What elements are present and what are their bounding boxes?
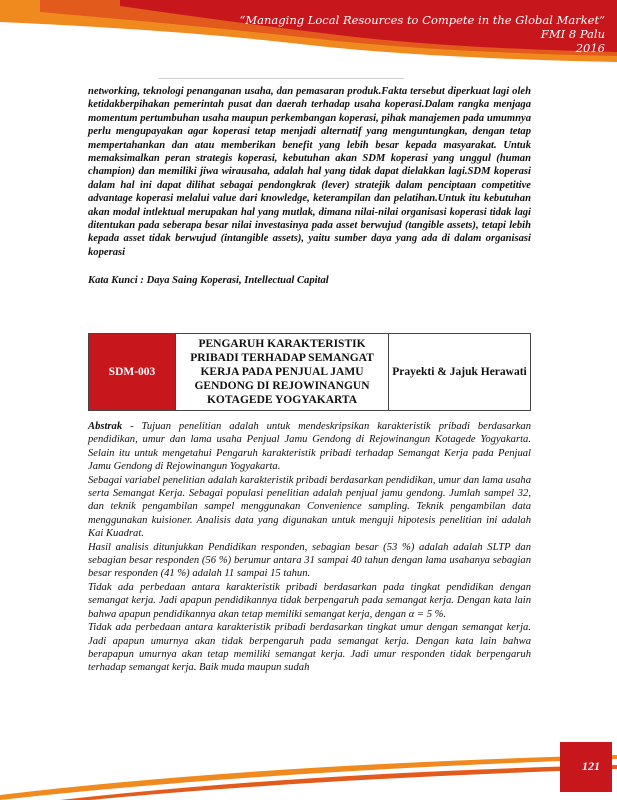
paper-title-cell: PENGARUH KARAKTERISTIK PRIBADI TERHADAP SEMANGAT KERJA PADA PENJUAL JAMU GENDONG DI REJOWINANGUN KOTAGEDE YOGYAKARTA — [176, 334, 389, 411]
paper-authors-cell: Prayekti & Jajuk Herawati — [389, 334, 531, 411]
keywords-line: Kata Kunci : Daya Saing Koperasi, Intellectual Capital — [88, 275, 329, 287]
abstract-paragraph-2: Sebagai variabel penelitian adalah karakteristik pribadi berdasarkan pendidikan, umur dan lama usaha serta Semangat Kerja. Sebagai populasi penelitian adalah penjual jamu gendong. Jumlah sampel 32, dan teknik pengambilan sampel menggunakan Convenience sampling. Teknik pengambilan data menggunakan kuisioner. Analisis data yang digunakan untuk menguji hipotesis penelitian ini adalah Kai Kuadrat. — [88, 474, 531, 540]
previous-abstract-continuation — [88, 85, 531, 286]
abstract-paragraph-4: Tidak ada perbedaan antara karakteristik pribadi berdasarkan pada tingkat pendidikan dengan semangat kerja. Jadi apapun pendidikannya tidak berpengaruh pada semangat kerja. Dengan kata lain bahwa apapun pendidikannya akan tetap memiliki semangat kerja, dengan α = 5 %. — [88, 581, 531, 620]
page-number: 121 — [582, 759, 600, 773]
abstract-paragraph-5: Tidak ada perbedaan antara karakteristik pribadi berdasarkan tingkat umur dengan semangat kerja. Jadi apapun umurnya akan tidak berpengaruh pada semangat kerja. Dengan kata lain bahwa berapapun umurnya akan tetap memiliki semangat kerja. Jadi umur responden tidak berpengaruh terhadap semangat kerja. Baik muda maupun sudah — [88, 622, 531, 674]
body-paragraph: networking, teknologi penanganan usaha, dan pemasaran produk.Fakta tersebut diperkuat lagi oleh ketidakberpihakan pemerintah pusat dan daerah terhadap usaha koperasi.Dalam rangka menjaga momentum pertumbuhan usaha maupun perkembangan koperasi, pihak manajemen pada umumnya perlu mengupayakan agar koperasi tetap menjadi alternatif yang menguntungkan, dengan tetap mempertahankan dan atau memberikan benefit yang lebih besar kepada masyarakat. Untuk memaksimalkan peran strategis koperasi, kebutuhan akan SDM koperasi yang unggul (human champion) dan memiliki jiwa wirausaha, adalah hal yang tidak dapat dielakkan lagi.SDM koperasi dalam hal ini dapat dilihat sebagai pendongkrak (lever) stratejik dalam penciptaan competitive advantage koperasi melalui value dari knowledge, keterampilan dan pelatihan.Untuk itu kebutuhan akan modal intlektual merupakan hal yang mutlak, dimana nilai-nilai organisasi koperasi tidak lagi ditentukan pada seberapa besar nilai investasinya pada asset berwujud (tangible assets), tetapi lebih kepada asset tidak berwujud (intangible assets), yaitu sumber daya yang ada di dalam organisasi koperasi — [88, 86, 531, 258]
abstract-paragraph-3: Hasil analisis ditunjukkan Pendidikan responden, sebagian besar (53 %) adalah adalah SLTP dan sebagian besar responden (56 %) berumur antara 31 sampai 40 tahun dengan lama usahanya sebagian besar responden (41 %) adalah 11 sampai 15 tahun. — [88, 541, 531, 580]
paper-entry-table — [88, 333, 531, 411]
header-divider — [158, 78, 404, 79]
abstract-section — [88, 420, 531, 675]
header-conference-text — [240, 13, 605, 55]
abstract-text-1: - Tujuan penelitian adalah untuk mendeskripsikan karakteristik pribadi berdasarkan pendidikan, umur dan lama usaha Penjual Jamu Gendong di Rejowinangun Kotagede Yogyakarta. Selain itu untuk mengetahui Pengaruh karakteristik pribadi terhadap Semangat Kerja pada Penjual Jamu Gendong di Rejowinangun Yogyakarta. — [88, 421, 531, 473]
header-year: 2016 — [575, 41, 605, 55]
abstract-label: Abstrak — [88, 421, 123, 432]
footer-swoosh-graphic — [0, 735, 617, 800]
header-event: FMI 8 Palu — [540, 27, 605, 41]
header-banner — [0, 0, 617, 70]
header-tagline: “Managing Local Resources to Compete in the Global Market” — [239, 13, 605, 27]
abstract-paragraph-1 — [88, 420, 531, 474]
page-number-badge — [560, 742, 612, 792]
paper-code-cell: SDM-003 — [89, 334, 176, 411]
